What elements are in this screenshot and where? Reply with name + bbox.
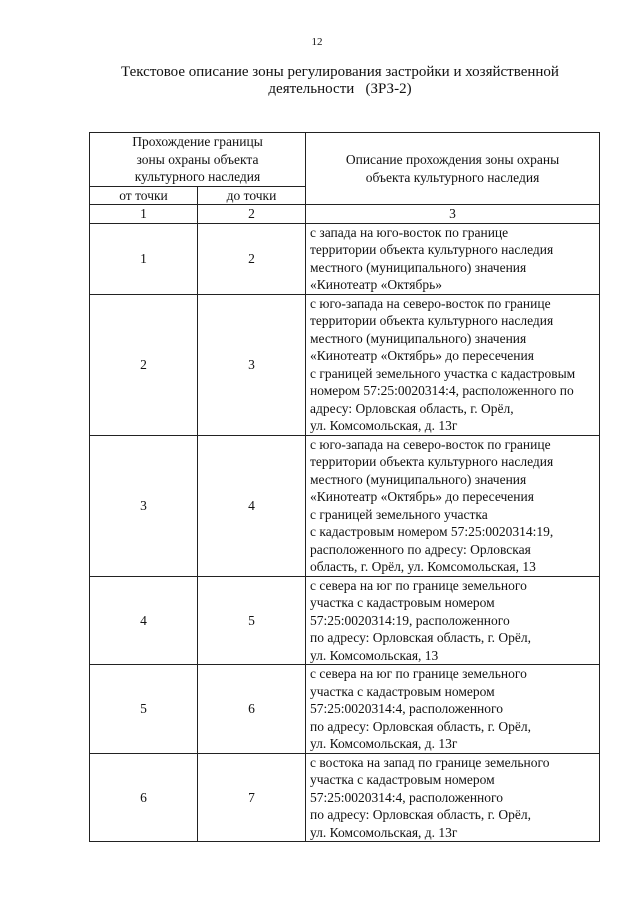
description-line: участка с кадастровым номером	[310, 772, 495, 787]
table-header-row	[90, 133, 600, 187]
boundary-passage-header-line-3: культурного наследия	[134, 169, 261, 184]
description-header-line-1: Описание прохождения зоны охраны	[345, 152, 560, 167]
description-cell	[306, 223, 600, 294]
document-title	[90, 64, 590, 98]
to-point-cell: 3	[198, 294, 306, 435]
to-point-cell: 7	[198, 753, 306, 842]
description-line: расположенного по адресу: Орловская	[310, 541, 531, 557]
description-line: с востока на запад по границе земельного	[310, 754, 550, 770]
description-line: местного (муниципального) значения	[310, 259, 527, 275]
description-line: территории объекта культурного наследия	[310, 242, 554, 257]
to-point-cell: 2	[198, 223, 306, 294]
description-line: с границей земельного участка	[310, 506, 488, 522]
description-line: территории объекта культурного наследия	[310, 454, 554, 469]
description-line: область, г. Орёл, ул. Комсомольская, 13	[310, 559, 536, 574]
table-row	[90, 435, 600, 576]
boundary-passage-header-line-1: Прохождение границы	[132, 134, 263, 149]
description-line: с кадастровым номером 57:25:0020314:19,	[310, 524, 554, 539]
description-line: ул. Комсомольская, д. 13г	[310, 418, 458, 433]
description-line: с юго-запада на северо-восток по границе	[310, 295, 551, 311]
description-line: «Кинотеатр «Октябрь» до пересечения	[310, 348, 534, 363]
description-cell	[306, 435, 600, 576]
description-line: по адресу: Орловская область, г. Орёл,	[310, 630, 532, 645]
table-row	[90, 753, 600, 842]
description-line: по адресу: Орловская область, г. Орёл,	[310, 807, 532, 822]
from-point-cell: 5	[90, 665, 198, 754]
document-title-line-1: Текстовое описание зоны регулирования застройки и хозяйственной	[121, 64, 559, 80]
column-number-row	[90, 205, 600, 224]
boundary-passage-header	[90, 133, 306, 187]
description-line: участка с кадастровым номером	[310, 683, 495, 699]
table-row	[90, 665, 600, 754]
description-line: с севера на юг по границе земельного	[310, 666, 527, 681]
description-line: ул. Комсомольская, 13	[310, 647, 439, 663]
to-point-header: до точки	[198, 186, 306, 205]
description-line: с юго-запада на северо-восток по границе	[310, 436, 551, 452]
column-number-2: 2	[198, 205, 306, 224]
description-line: 57:25:0020314:4, расположенного	[310, 789, 503, 805]
to-point-cell: 6	[198, 665, 306, 754]
to-point-cell: 5	[198, 576, 306, 665]
description-line: по адресу: Орловская область, г. Орёл,	[310, 718, 532, 734]
from-point-cell: 4	[90, 576, 198, 665]
document-title-line-2: деятельности (ЗРЗ-2)	[268, 81, 412, 97]
description-line: «Кинотеатр «Октябрь»	[310, 277, 443, 292]
description-line: участка с кадастровым номером	[310, 595, 495, 610]
from-point-cell: 6	[90, 753, 198, 842]
description-header-line-2: объекта культурного наследия	[365, 169, 540, 185]
description-line: ул. Комсомольская, д. 13г	[310, 824, 458, 840]
description-line: с запада на юго-восток по границе	[310, 224, 509, 240]
column-number-1: 1	[90, 205, 198, 224]
from-point-cell: 1	[90, 223, 198, 294]
to-point-cell: 4	[198, 435, 306, 576]
description-cell	[306, 576, 600, 665]
description-cell	[306, 665, 600, 754]
description-line: адресу: Орловская область, г. Орёл,	[310, 400, 514, 416]
description-line: местного (муниципального) значения	[310, 471, 527, 487]
description-cell	[306, 294, 600, 435]
boundary-passage-header-line-2: зоны охраны объекта	[136, 151, 259, 167]
table-row	[90, 294, 600, 435]
column-number-3: 3	[306, 205, 600, 224]
boundary-description-table	[89, 132, 600, 842]
from-point-header: от точки	[90, 186, 198, 205]
description-line: местного (муниципального) значения	[310, 330, 527, 346]
description-line: 57:25:0020314:4, расположенного	[310, 701, 503, 716]
description-header	[306, 133, 600, 205]
description-cell	[306, 753, 600, 842]
description-line: номером 57:25:0020314:4, расположенного по	[310, 383, 574, 398]
description-line: с севера на юг по границе земельного	[310, 577, 527, 593]
description-line: с границей земельного участка с кадастровым	[310, 365, 576, 381]
description-line: территории объекта культурного наследия	[310, 313, 554, 328]
from-point-cell: 2	[90, 294, 198, 435]
table-row	[90, 576, 600, 665]
page-number: 12	[311, 36, 323, 48]
description-line: 57:25:0020314:19, расположенного	[310, 612, 510, 628]
table-row	[90, 223, 600, 294]
description-line: ул. Комсомольская, д. 13г	[310, 736, 458, 751]
description-line: «Кинотеатр «Октябрь» до пересечения	[310, 489, 534, 504]
from-point-cell: 3	[90, 435, 198, 576]
